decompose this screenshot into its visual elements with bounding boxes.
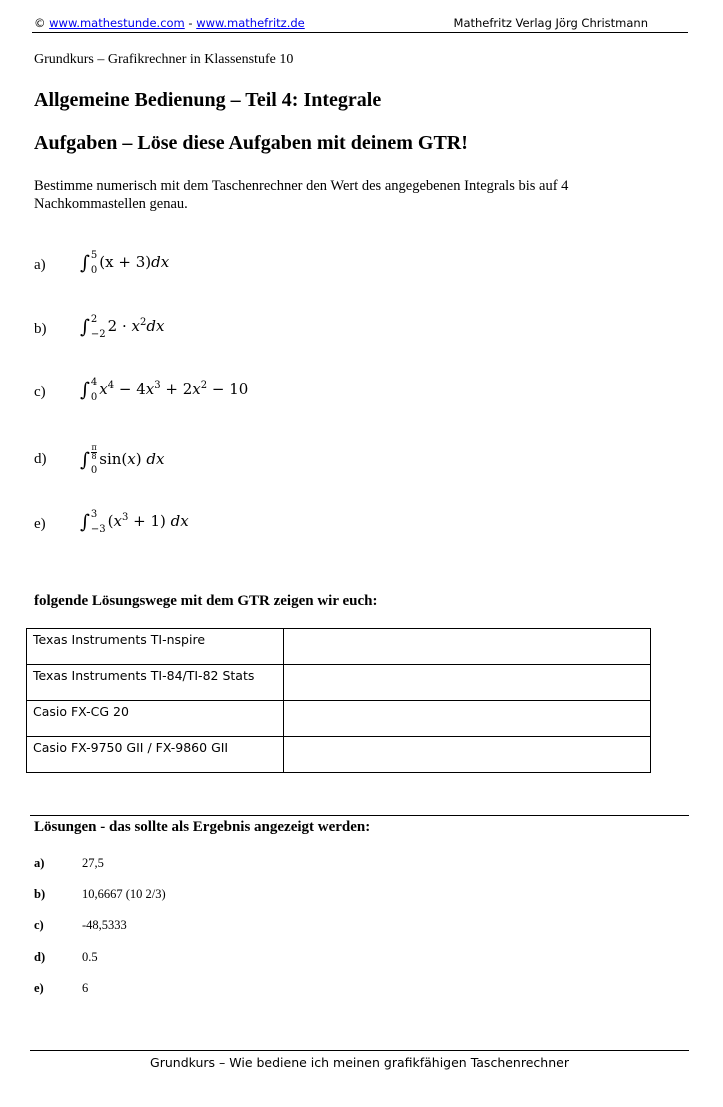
publisher-name: Mathefritz Verlag Jörg Christmann <box>453 16 648 30</box>
integral-limits <box>91 379 97 401</box>
page-subtitle: Aufgaben – Löse diese Aufgaben mit deinem GTR! <box>34 132 468 154</box>
solution-label: b) <box>34 887 46 901</box>
solutions-divider <box>30 815 689 816</box>
integral-sign: ∫ <box>80 252 90 274</box>
page-footer: Grundkurs – Wie bediene ich meinen grafikfähigen Taschenrechner <box>30 1050 689 1070</box>
upper-limit: 2 <box>90 314 98 325</box>
calculator-name: Texas Instruments TI-nspire <box>27 629 284 665</box>
lower-limit: 0 <box>90 392 98 403</box>
empty-cell <box>284 629 651 665</box>
calculator-table <box>26 628 651 773</box>
ways-heading: folgende Lösungswege mit dem GTR zeigen wir euch: <box>34 593 378 609</box>
lower-limit: −2 <box>90 329 106 340</box>
integral-limits <box>90 443 98 476</box>
course-label: Grundkurs – Grafikrechner in Klassenstufe 10 <box>34 52 294 67</box>
solution-value: 6 <box>82 981 89 995</box>
link-mathestunde[interactable]: www.mathestunde.com <box>49 16 185 30</box>
integral-sign: ∫ <box>80 316 90 338</box>
instructions: Bestimme numerisch mit dem Taschenrechner den Wert des angegebenen Integrals bis auf 4 Nachkommastellen genau. <box>34 178 569 212</box>
solution-value: 0.5 <box>82 950 98 964</box>
solution-value: -48,5333 <box>82 918 127 932</box>
table-row <box>27 737 651 773</box>
upper-limit: 4 <box>90 377 98 388</box>
solution-value: 27,5 <box>82 856 104 870</box>
integral-sign: ∫ <box>80 449 90 471</box>
solutions-heading: Lösungen - das sollte als Ergebnis angezeigt werden: <box>34 819 371 835</box>
upper-limit: 3 <box>90 509 98 520</box>
empty-cell <box>284 701 651 737</box>
lower-limit: 0 <box>90 265 98 276</box>
integral-expression: ∫ 2 −2 $2 \cdot x^2dx$ <box>80 314 165 340</box>
table-row <box>27 629 651 665</box>
empty-cell <box>284 737 651 773</box>
integral-expression: ∫ 4 0 $x^4 - 4x^3 + 2x^2 - 10$ <box>80 377 249 403</box>
header-separator: - <box>188 16 193 30</box>
upper-limit-fraction: $\frac{\pi}{8}$ <box>91 443 97 461</box>
task-label: a) <box>34 257 46 273</box>
task-label: c) <box>34 384 46 400</box>
calculator-name: Casio FX-9750 GII / FX-9860 GII <box>27 737 284 773</box>
page-title: Allgemeine Bedienung – Teil 4: Integrale <box>34 89 382 111</box>
integral-limits <box>91 316 106 338</box>
integral-expression: ∫ 3 −3 $(x^3 + 1)$ dx <box>80 509 189 535</box>
task-label: d) <box>34 451 47 467</box>
link-mathefritz[interactable]: www.mathefritz.de <box>196 16 305 30</box>
upper-limit: 5 <box>90 250 98 261</box>
copyright-symbol: © <box>34 16 46 30</box>
solution-label: e) <box>34 981 44 995</box>
solution-value: 10,6667 (10 2/3) <box>82 887 166 901</box>
integral-expression: ∫ 5 0 (x + 3)dx <box>80 250 170 276</box>
solution-label: d) <box>34 950 46 964</box>
table-row <box>27 701 651 737</box>
integral-sign: ∫ <box>80 511 90 533</box>
lower-limit: −3 <box>90 524 106 535</box>
table-row <box>27 665 651 701</box>
lower-limit: 0 <box>90 465 98 476</box>
calculator-name: Casio FX-CG 20 <box>27 701 284 737</box>
page-header <box>32 14 688 33</box>
integral-expression: ∫ $\frac{\pi}{8}$ 0 sin(x) dx <box>80 443 165 476</box>
integral-sign: ∫ <box>80 379 90 401</box>
calculator-name: Texas Instruments TI-84/TI-82 Stats <box>27 665 284 701</box>
task-label: b) <box>34 321 47 337</box>
task-label: e) <box>34 516 46 532</box>
solution-label: c) <box>34 918 44 932</box>
header-links <box>34 16 305 30</box>
empty-cell <box>284 665 651 701</box>
integral-limits <box>91 252 97 274</box>
solution-label: a) <box>34 856 45 870</box>
integral-limits <box>91 511 106 533</box>
